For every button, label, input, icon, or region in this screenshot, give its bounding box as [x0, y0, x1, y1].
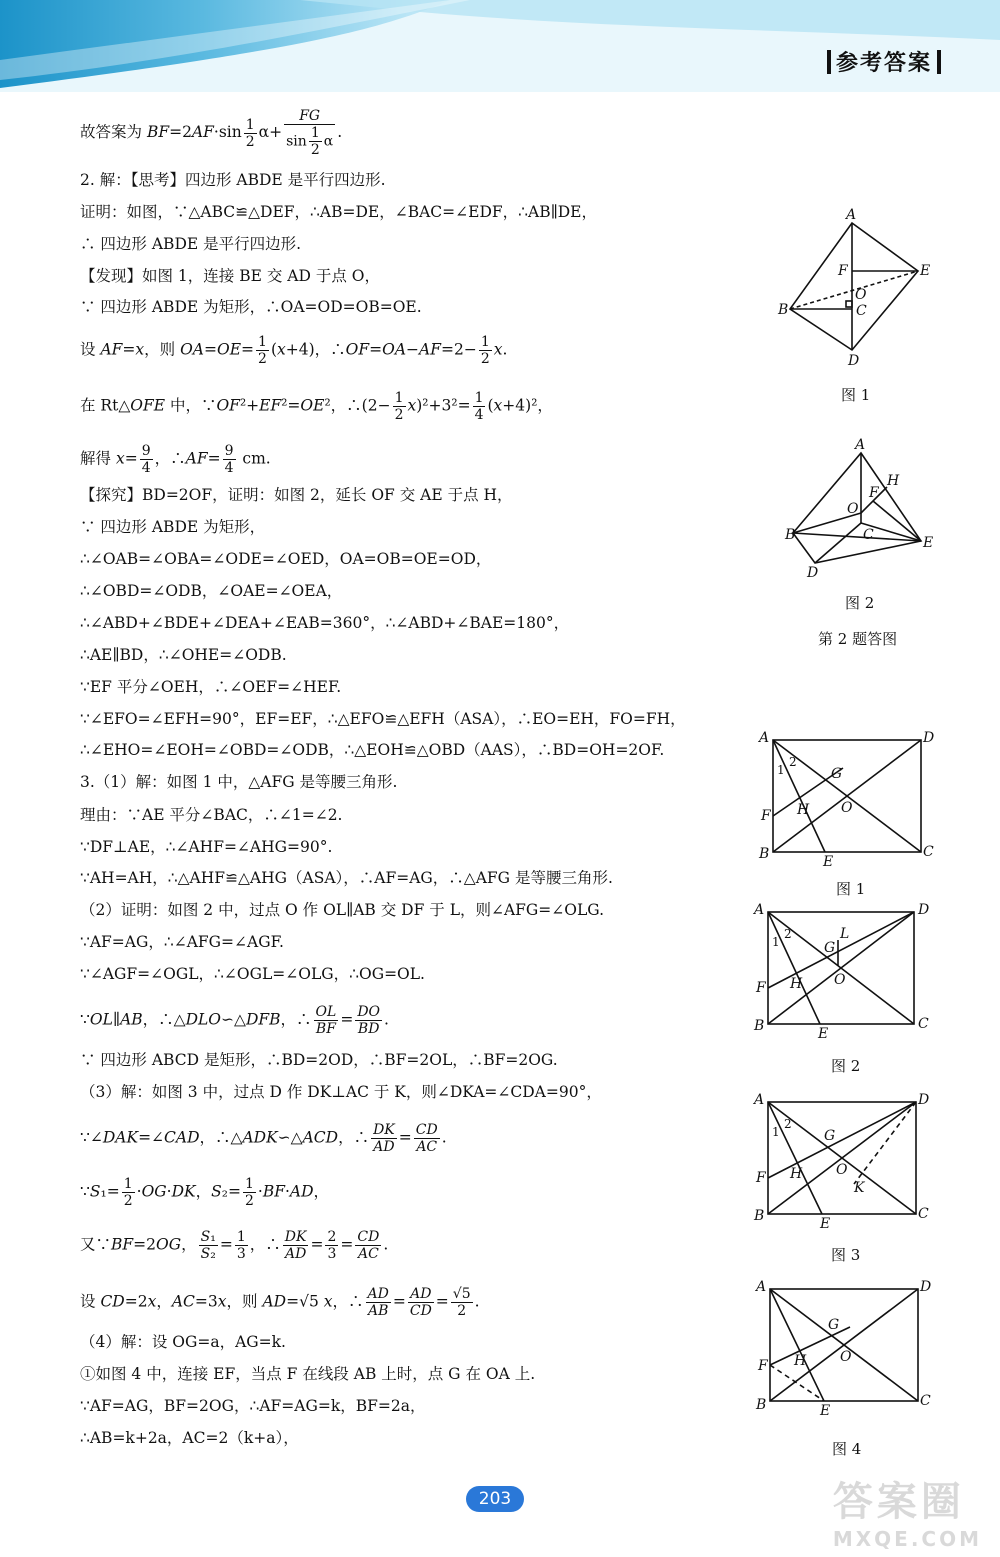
svg-text:H: H [794, 1353, 807, 1369]
answer-line: （4）解：设 OG=a，AG=k. [80, 1333, 286, 1351]
answer-line: ∵S₁= $\frac{1}{2}$ ·OG·DK，S₂= $\frac{1}{2}$ ·BF·AD， [80, 1176, 330, 1209]
svg-text:D: D [848, 353, 860, 369]
figure-caption: 图 3 [831, 1246, 861, 1264]
answer-line: 故答案为 BF=2AF·sin $\frac{1}{2}$ α+ FG sin $\frac{1}{2}$ α . [80, 108, 343, 158]
answer-line: （3）解：如图 3 中，过点 D 作 DK⊥AC 于 K，则∠DKA=∠CDA=90°， [80, 1083, 602, 1101]
svg-text:C: C [918, 1016, 929, 1032]
quadrilateral-diagram [775, 435, 945, 585]
svg-text:F: F [756, 980, 766, 996]
page-number-badge: 203 [466, 1486, 524, 1512]
svg-text:O: O [847, 501, 859, 517]
answer-line: ∵OL∥AB，∴△DLO∽△DFB，∴ $\frac{OL}{BF}$ = $\frac{DO}{BD}$ . [80, 1004, 389, 1037]
answer-line: 在 Rt△OFE 中，∵OF²+EF²=OE²，∴(2− $\frac{1}{2}$ x)²+3²= $\frac{1}{4}$ (x+4)²， [80, 390, 553, 423]
watermark-logo: 答案圈 [832, 1479, 965, 1525]
svg-text:D: D [918, 902, 930, 918]
svg-text:K: K [854, 1180, 865, 1196]
q3-figure-1 [755, 728, 945, 872]
svg-text:L: L [840, 926, 850, 942]
svg-text:B: B [756, 1397, 767, 1413]
rectangle-diagram-1 [755, 728, 945, 868]
svg-text:B: B [778, 302, 789, 318]
svg-text:H: H [797, 802, 810, 818]
figure-caption: 图 4 [832, 1440, 862, 1458]
svg-text:D: D [918, 1092, 930, 1108]
answer-line: ∵DF⊥AE，∴∠AHF=∠AHG=90°. [80, 838, 333, 856]
answer-line: 2. 解：【思考】四边形 ABDE 是平行四边形. [80, 171, 386, 189]
svg-text:E: E [818, 1026, 829, 1040]
answer-line: ∵ 四边形 ABDE 为矩形，∴OA=OD=OB=OE. [80, 298, 422, 316]
svg-text:B: B [754, 1018, 765, 1034]
answer-line: ∴ 四边形 ABDE 是平行四边形. [80, 235, 302, 253]
answer-line: 理由：∵AE 平分∠BAC，∴∠1=∠2. [80, 806, 343, 824]
answer-line: ∵∠AGF=∠OGL，∴∠OGL=∠OLG，∴OG=OL. [80, 965, 425, 983]
answer-line: ∴∠EHO=∠EOH=∠OBD=∠ODB，∴△EOH≌△OBD（AAS），∴BD=OH=2OF. [80, 741, 665, 759]
answer-line: ∴∠OBD=∠ODB，∠OAE=∠OEA， [80, 582, 343, 600]
svg-text:D: D [807, 565, 819, 581]
answer-line: 证明：如图，∵△ABC≌△DEF，∴AB=DE，∠BAC=∠EDF，∴AB∥DE， [80, 203, 597, 221]
svg-text:E: E [923, 535, 934, 551]
answer-line: ∵AF=AG，BF=2OG，∴AF=AG=k，BF=2a， [80, 1397, 426, 1415]
svg-text:H: H [790, 976, 803, 992]
svg-text:O: O [855, 287, 867, 303]
answer-line: ∵AH=AH，∴△AHF≌△AHG（ASA），∴AF=AG，∴△AFG 是等腰三角形. [80, 869, 613, 887]
svg-text:A: A [846, 207, 857, 223]
answer-line: 设 AF=x，则 OA=OE= $\frac{1}{2}$ (x+4)，∴OF=OA−AF=2− $\frac{1}{2}$ x. [80, 334, 508, 367]
answer-line: 解得 x= $\frac{9}{4}$ ，∴AF= $\frac{9}{4}$ cm. [80, 443, 271, 476]
svg-text:D: D [923, 730, 935, 746]
svg-text:A: A [754, 902, 765, 918]
answer-line: ∵ 四边形 ABDE 为矩形， [80, 518, 266, 536]
svg-text:2: 2 [789, 755, 797, 769]
q3-figure-4 [750, 1275, 940, 1424]
svg-text:H: H [887, 473, 900, 489]
svg-text:C: C [923, 844, 934, 860]
figure-group-caption: 第 2 题答图 [818, 630, 898, 648]
svg-text:G: G [824, 940, 836, 956]
answer-line: 设 CD=2x，AC=3x，则 AD=√5 x，∴ $\frac{AD}{AB}$ = $\frac{AD}{CD}$ = $\frac{√5}{2}$ . [80, 1286, 480, 1319]
svg-text:E: E [820, 1216, 831, 1228]
answer-line: ∵∠DAK=∠CAD，∴△ADK∽△ACD，∴ $\frac{DK}{AD}$ = $\frac{CD}{AC}$ . [80, 1122, 447, 1155]
svg-text:C: C [920, 1393, 931, 1409]
answer-line: ∴∠OAB=∠OBA=∠ODE=∠OED，OA=OB=OE=OD， [80, 550, 492, 568]
answer-line: ∵EF 平分∠OEH，∴∠OEF=∠HEF. [80, 678, 342, 696]
svg-text:F: F [758, 1358, 768, 1374]
svg-text:E: E [920, 263, 931, 279]
svg-text:B: B [759, 846, 770, 862]
svg-text:A: A [754, 1092, 765, 1108]
figure-caption: 图 1 [841, 386, 871, 404]
svg-text:H: H [790, 1166, 803, 1182]
svg-text:1: 1 [772, 935, 780, 949]
answer-line: ∵ 四边形 ABCD 是矩形，∴BD=2OD，∴BF=2OL，∴BF=2OG. [80, 1051, 558, 1069]
svg-text:1: 1 [772, 1125, 780, 1139]
answer-line: ∴AB=k+2a，AC=2（k+a）， [80, 1429, 299, 1447]
svg-text:A: A [756, 1279, 767, 1295]
svg-text:E: E [820, 1403, 831, 1419]
svg-text:D: D [920, 1279, 932, 1295]
svg-text:1: 1 [777, 763, 785, 777]
answer-line: ∵∠EFO=∠EFH=90°，EF=EF，∴△EFO≌△EFH（ASA），∴EO=EH，FO=FH， [80, 710, 686, 728]
svg-text:O: O [836, 1162, 848, 1178]
svg-text:B: B [754, 1208, 765, 1224]
rectangle-diagram-3 [750, 1088, 940, 1228]
figure-caption: 图 1 [836, 880, 866, 898]
svg-text:2: 2 [784, 927, 792, 941]
svg-text:F: F [761, 808, 771, 824]
svg-text:E: E [823, 854, 834, 868]
figure-caption: 图 2 [831, 1057, 861, 1075]
watermark-url: MXQE.COM [832, 1527, 982, 1551]
svg-text:F: F [756, 1170, 766, 1186]
svg-text:F: F [869, 485, 879, 501]
svg-text:O: O [834, 972, 846, 988]
svg-text:G: G [831, 766, 843, 782]
svg-text:2: 2 [784, 1117, 792, 1131]
answer-line: ①如图 4 中，连接 EF，当点 F 在线段 AB 上时，点 G 在 OA 上. [80, 1365, 536, 1383]
q2-figure-2 [775, 435, 945, 589]
svg-text:C: C [856, 303, 867, 319]
rhombus-diagram [770, 205, 940, 375]
answer-line: （2）证明：如图 2 中，过点 O 作 OL∥AB 交 DF 于 L，则∠AFG=∠OLG. [80, 901, 605, 919]
answer-line: ∴AE∥BD，∴∠OHE=∠ODB. [80, 646, 287, 664]
answer-line: ∴∠ABD+∠BDE+∠DEA+∠EAB=360°，∴∠ABD+∠BAE=180°， [80, 614, 570, 632]
q3-figure-3 [750, 1088, 940, 1232]
svg-text:F: F [838, 263, 848, 279]
answer-line: 【发现】如图 1，连接 BE 交 AD 于点 O， [80, 267, 380, 285]
q3-figure-2 [750, 900, 940, 1044]
rectangle-diagram-4 [750, 1275, 940, 1420]
figure-caption: 图 2 [845, 594, 875, 612]
svg-text:C: C [863, 527, 874, 543]
svg-text:O: O [841, 800, 853, 816]
answer-line: 又∵BF=2OG， $\frac{\text{S₁}}{\text{S₂}}$ = $\frac{1}{3}$ ，∴ $\frac{DK}{AD}$ = $\frac{2}{3}$ = $\frac{CD}{AC}$ . [80, 1229, 389, 1262]
svg-text:O: O [840, 1349, 852, 1365]
answer-line: 【探究】BD=2OF，证明：如图 2，延长 OF 交 AE 于点 H， [80, 486, 513, 504]
answer-line: 3.（1）解：如图 1 中，△AFG 是等腰三角形. [80, 773, 398, 791]
answer-line: ∵AF=AG，∴∠AFG=∠AGF. [80, 933, 284, 951]
section-label: 参考答案 [822, 46, 946, 77]
svg-text:C: C [918, 1206, 929, 1222]
svg-text:G: G [824, 1128, 836, 1144]
svg-text:A: A [759, 730, 770, 746]
header-banner [0, 0, 1000, 92]
svg-text:B: B [785, 527, 796, 543]
svg-text:G: G [828, 1317, 840, 1333]
watermark [833, 1470, 982, 1551]
q2-figure-1 [770, 205, 940, 379]
svg-text:A: A [855, 437, 866, 453]
rectangle-diagram-2 [750, 900, 940, 1040]
